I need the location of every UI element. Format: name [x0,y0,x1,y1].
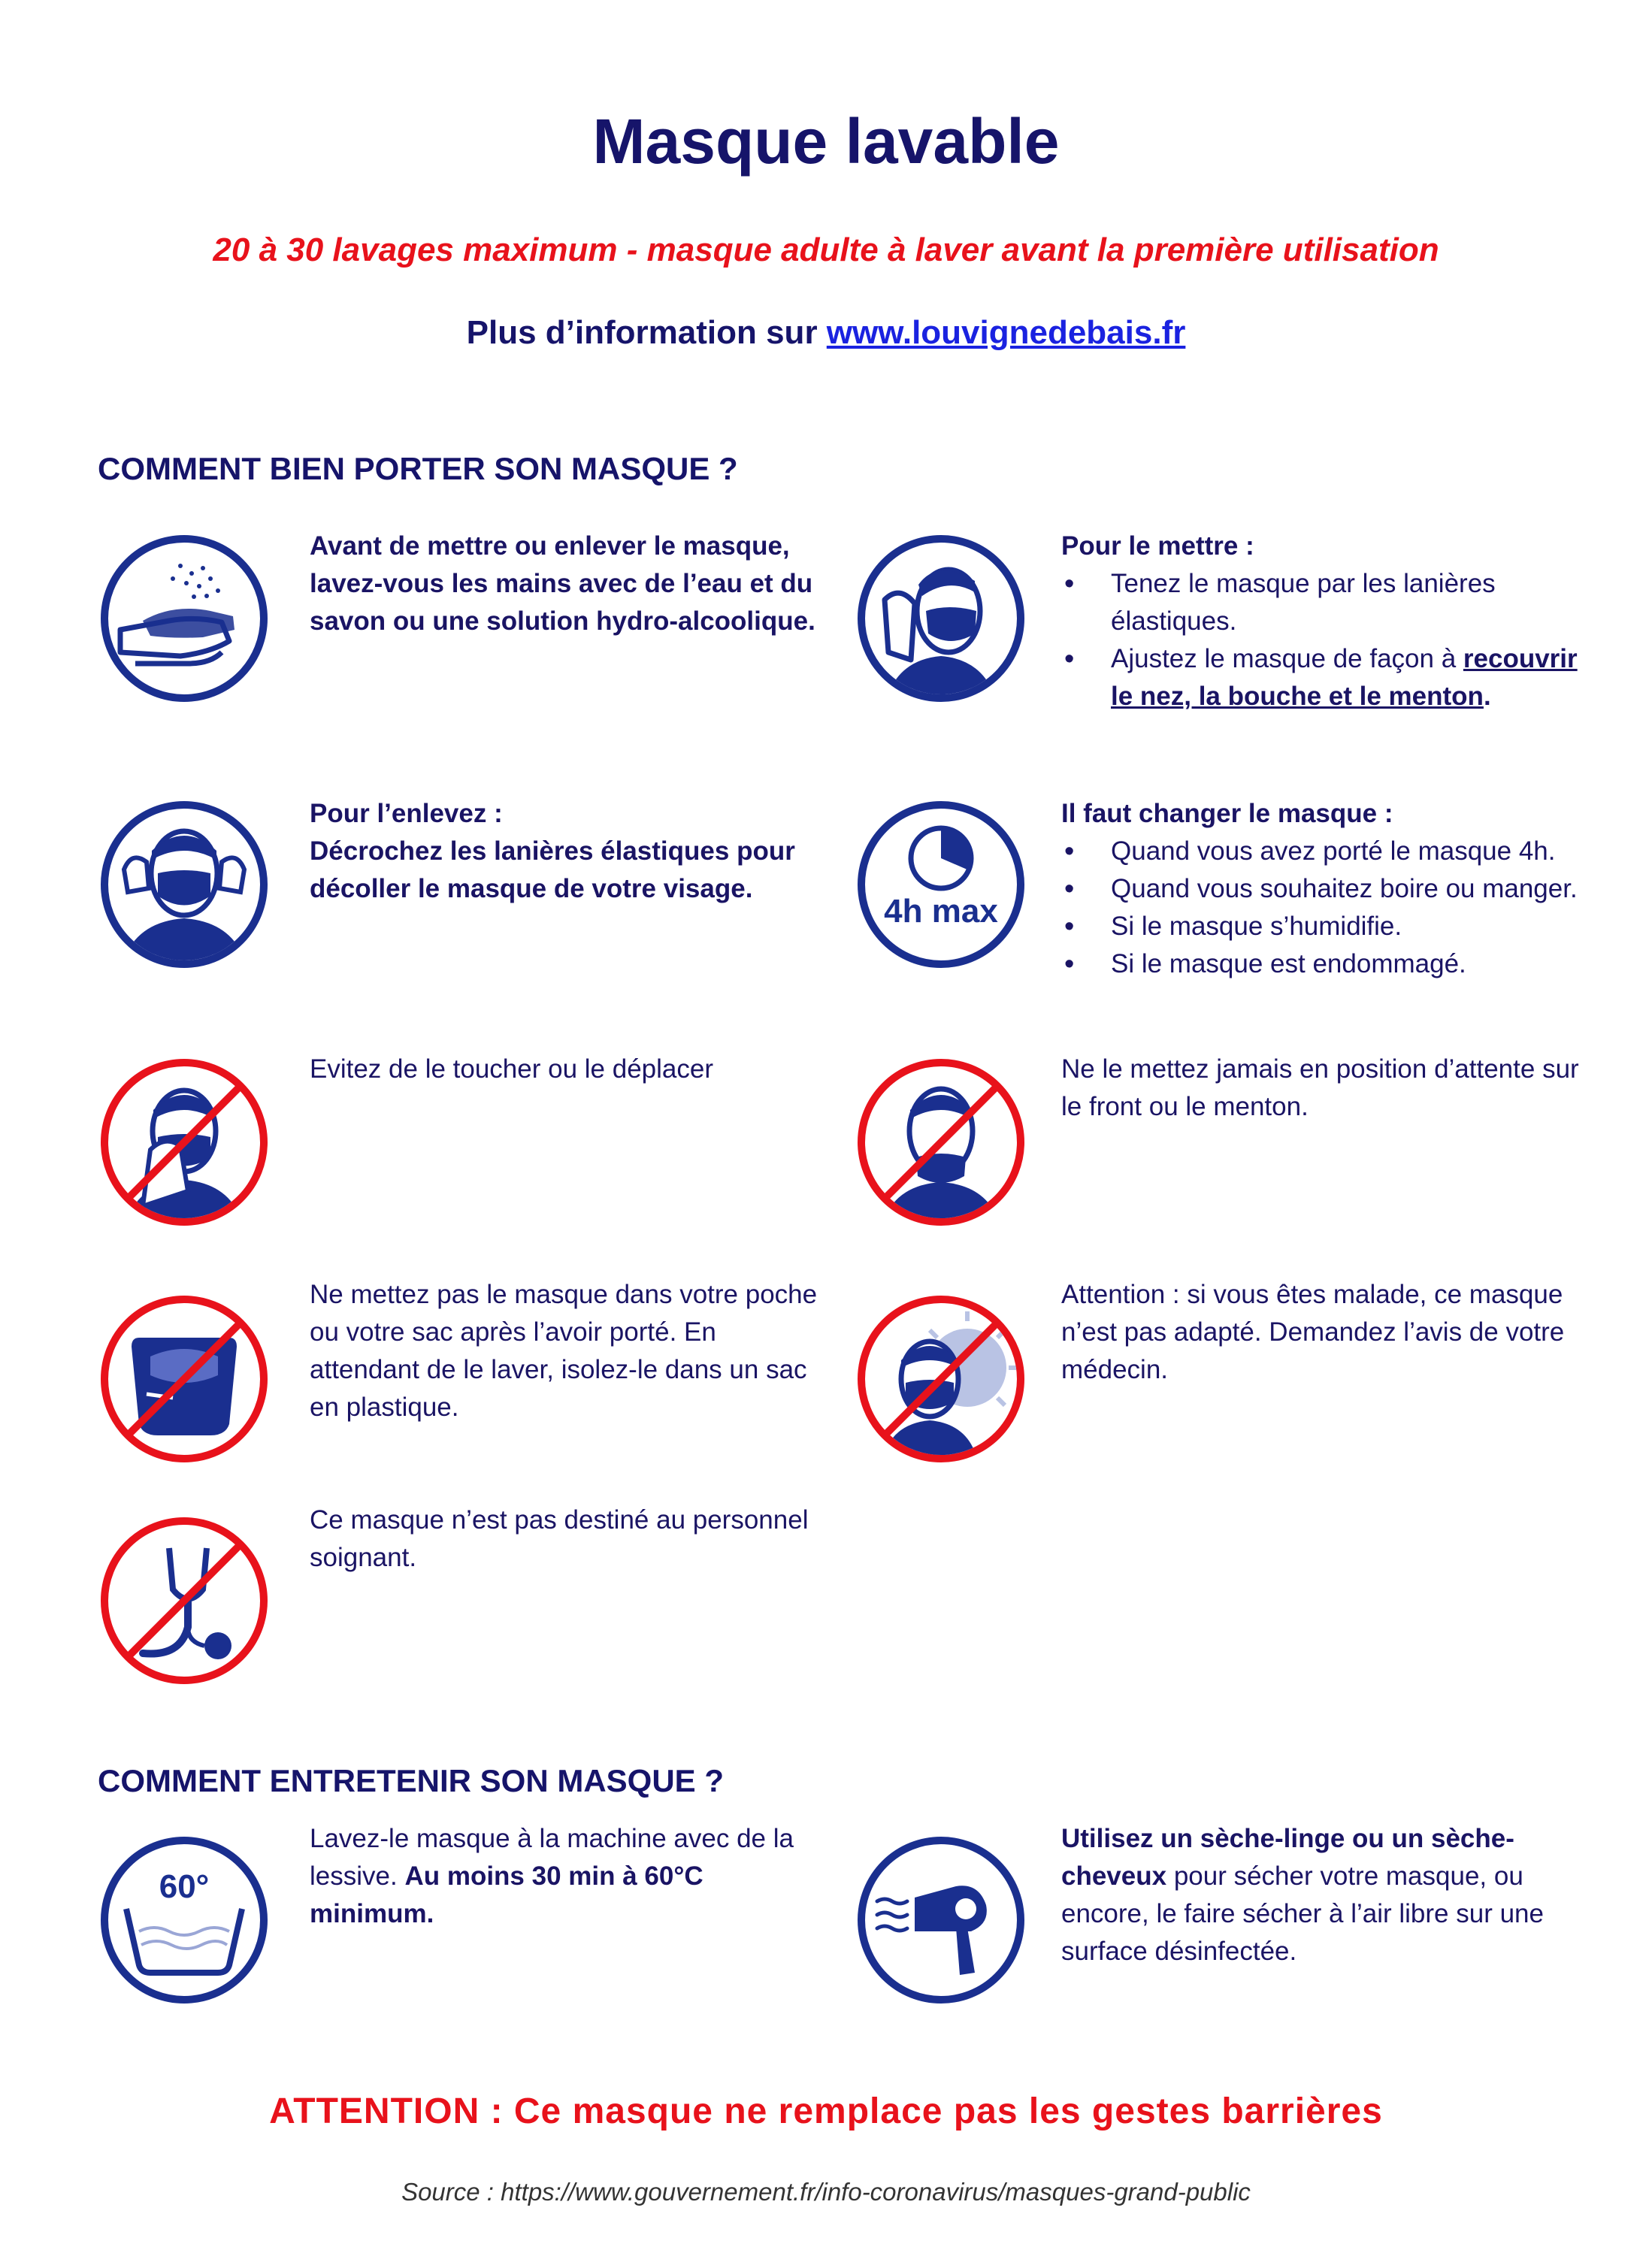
change-bullet-4: • Si le masque est endommagé. [1061,945,1602,983]
no-pocket-icon [98,1293,271,1465]
section-title-care: COMMENT ENTRETENIR SON MASQUE ? [98,1763,725,1798]
item-wash-hands-text: Avant de mettre ou enlever le masque, lavez-vous les mains avec de l’eau et du savon ou une solution hydro-alcoolique. [310,531,815,636]
put-on-lead: Pour le mettre : [1061,531,1254,561]
clock-4h-label: 4h max [884,893,998,930]
wash-60-label: 60° [159,1868,210,1905]
care-wash [310,1820,821,1933]
page-title: Masque lavable [592,106,1060,177]
item-remove [310,795,821,908]
sick-virus-icon [855,1293,1027,1465]
page-subtitle: 20 à 30 lavages maximum - masque adulte à laver avant la première utilisation [213,231,1439,268]
footer-source: Source : https://www.gouvernement.fr/info-coronavirus/masques-grand-public [401,2178,1251,2206]
no-forehead-icon [855,1056,1027,1229]
put-on-bullet-2 [1061,640,1602,715]
item-change [1061,795,1602,983]
mask-remove-icon [98,798,271,971]
no-touch-icon [98,1056,271,1229]
remove-text: Décrochez les lanières élastiques pour décoller le masque de votre visage. [310,836,795,903]
footer-warning: ATTENTION : Ce masque ne remplace pas les gestes barrières [269,2091,1383,2131]
item-wash-hands [310,528,821,640]
item-put-on [1061,528,1602,715]
info-prefix: Plus d’information sur [466,314,827,351]
care-wash-text: Lavez-le masque à la machine avec de la lessive. [310,1824,794,1891]
put-on-bullet-2-suffix: . [1483,682,1491,711]
change-bullet-3: • Si le masque s’humidifie. [1061,908,1602,945]
hair-dryer-icon [855,1834,1027,2007]
item-no-touch: Evitez de le toucher ou le déplacer [310,1054,713,1084]
item-no-position: Ne le mettez jamais en position d’attente sur le front ou le menton. [1061,1054,1579,1121]
no-stethoscope-icon [98,1514,271,1687]
put-on-bullet-1: • Tenez le masque par les lanières élastiques. [1061,565,1602,640]
section-title-wear: COMMENT BIEN PORTER SON MASQUE ? [98,451,738,486]
care-dry-text: pour sécher votre masque, ou encore, le faire sécher à l’air libre sur une surface désinfectée. [1061,1861,1544,1966]
care-dry-bold: Utilisez un sèche-linge ou un sèche-cheveux [1061,1824,1514,1891]
item-no-pocket: Ne mettez pas le masque dans votre poche ou votre sac après l’avoir porté. En attendant de le laver, isolez-le dans un sac en plastique. [310,1280,818,1422]
remove-lead: Pour l’enlevez : [310,799,503,828]
wash-60-icon [98,1834,271,2007]
mask-put-on-icon [855,532,1027,705]
care-dry [1061,1820,1602,1970]
item-medical: Ce masque n’est pas destiné au personnel soignant. [310,1505,809,1572]
care-wash-bold: Au moins 30 min à 60°C minimum. [310,1861,703,1928]
website-link[interactable]: www.louvignedebais.fr [826,314,1186,351]
change-lead: Il faut changer le masque : [1061,799,1393,828]
hand-wash-icon [98,532,271,705]
put-on-bullet-2-emphasis: recouvrir le nez, la bouche et le menton [1111,644,1578,711]
change-bullet-1: • Quand vous avez porté le masque 4h. [1061,833,1602,870]
change-bullet-2: • Quand vous souhaitez boire ou manger. [1061,870,1602,908]
clock-4h-icon [855,798,1027,971]
put-on-bullet-2-prefix: Ajustez le masque de façon à [1111,644,1463,673]
info-line [0,314,1652,352]
item-sick: Attention : si vous êtes malade, ce masque n’est pas adapté. Demandez l’avis de votre médecin. [1061,1280,1565,1384]
